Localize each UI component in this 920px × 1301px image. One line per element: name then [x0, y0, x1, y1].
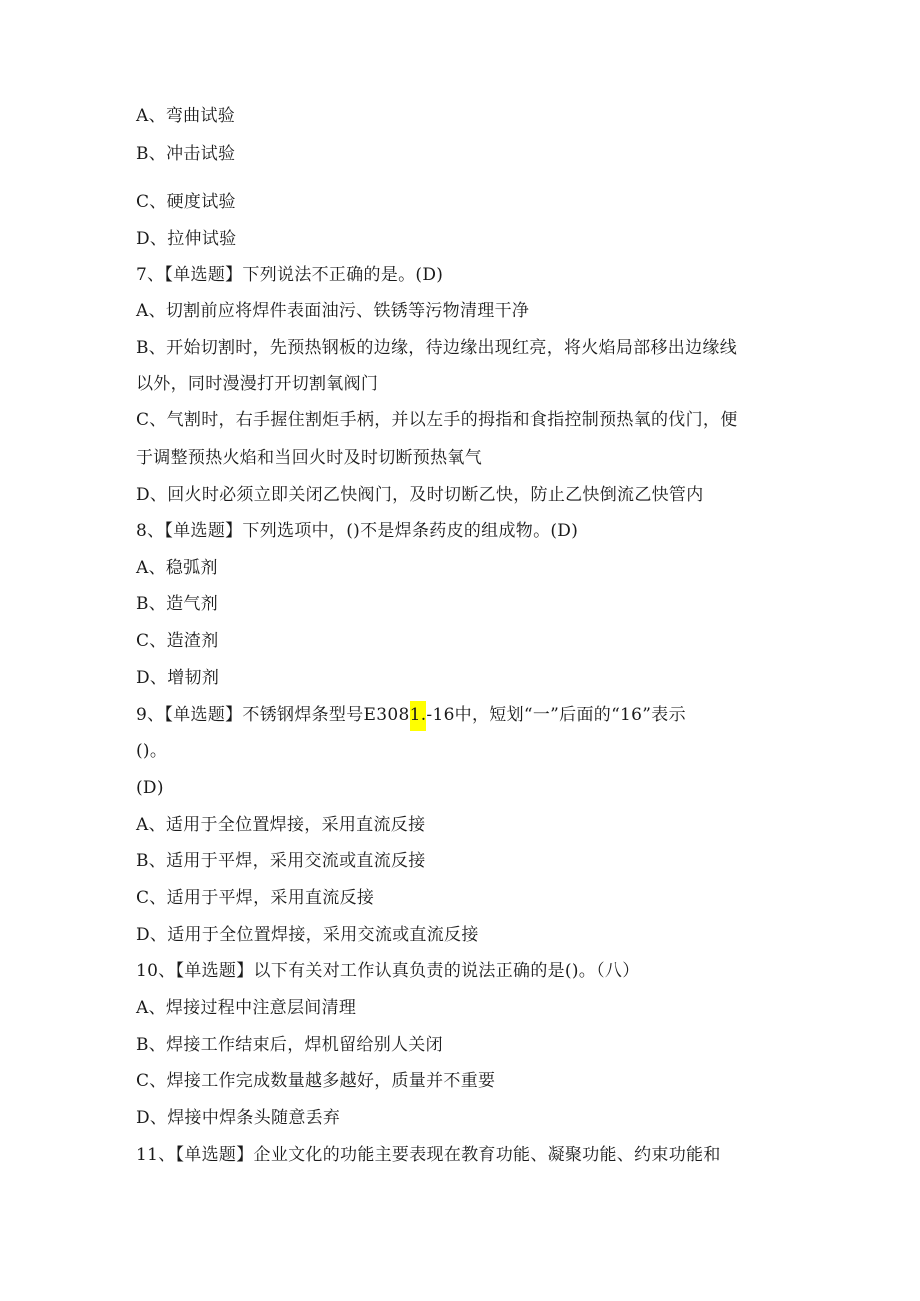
- q7-option-b-line2: 以外，同时漫漫打开切割氧阀门: [136, 374, 379, 394]
- q7-option-c-line2: 于调整预热火焰和当回火时及时切断预热氧气: [136, 448, 482, 468]
- q9-option-c: C、适用于平焊，采用直流反接: [136, 888, 375, 908]
- q10-option-c: C、焊接工作完成数量越多越好，质量并不重要: [136, 1071, 496, 1091]
- q9-stem-line2: ()。: [136, 741, 168, 761]
- q8-option-a: A、稳弧剂: [136, 558, 218, 578]
- q10-option-d: D、焊接中焊条头随意丢弃: [136, 1108, 341, 1128]
- q7-option-d: D、回火时必须立即关闭乙快阀门，及时切断乙快，防止乙快倒流乙快管内: [136, 485, 704, 505]
- q10-stem: 10、【单选题】以下有关对工作认真负责的说法正确的是()。（八）: [136, 961, 640, 981]
- q8-option-b: B、造气剂: [136, 594, 218, 614]
- q6-option-c: C、硬度试验: [136, 192, 236, 212]
- q7-stem: 7、【单选题】下列说法不正确的是。(D): [136, 265, 444, 285]
- q8-stem: 8、【单选题】下列选项中，()不是焊条药皮的组成物。(D): [136, 521, 579, 541]
- q9-stem-highlight: 1.: [410, 701, 427, 731]
- q10-option-a: A、焊接过程中注意层间清理: [136, 998, 357, 1018]
- q7-option-a: A、切割前应将焊件表面油污、铁锈等污物清理干净: [136, 301, 530, 321]
- q10-option-b: B、焊接工作结束后，焊机留给别人关闭: [136, 1035, 443, 1055]
- q9-stem-pre: 9、【单选题】不锈钢焊条型号E308: [136, 705, 410, 725]
- q9-option-d: D、适用于全位置焊接，采用交流或直流反接: [136, 925, 479, 945]
- q7-option-b-line1: B、开始切割时，先预热钢板的边缘，待边缘出现红亮，将火焰局部移出边缘线: [136, 338, 737, 358]
- q8-option-c: C、造渣剂: [136, 631, 219, 651]
- q9-stem-post: -16中，短划“一”后面的“16”表示: [426, 705, 686, 725]
- q9-option-b: B、适用于平焊，采用交流或直流反接: [136, 851, 426, 871]
- q9-stem: [136, 703, 686, 727]
- q6-option-a: A、弯曲试验: [136, 106, 236, 126]
- q9-option-a: A、适用于全位置焊接，采用直流反接: [136, 815, 426, 835]
- q8-option-d: D、增韧剂: [136, 668, 220, 688]
- q7-option-c-line1: C、气割时，右手握住割炬手柄，并以左手的拇指和食指控制预热氧的伐门，便: [136, 410, 738, 430]
- q9-answer: (D): [136, 778, 164, 798]
- q6-option-b: B、冲击试验: [136, 144, 236, 164]
- q11-stem: 11、【单选题】企业文化的功能主要表现在教育功能、凝聚功能、约束功能和: [136, 1145, 721, 1165]
- q6-option-d: D、拉伸试验: [136, 229, 237, 249]
